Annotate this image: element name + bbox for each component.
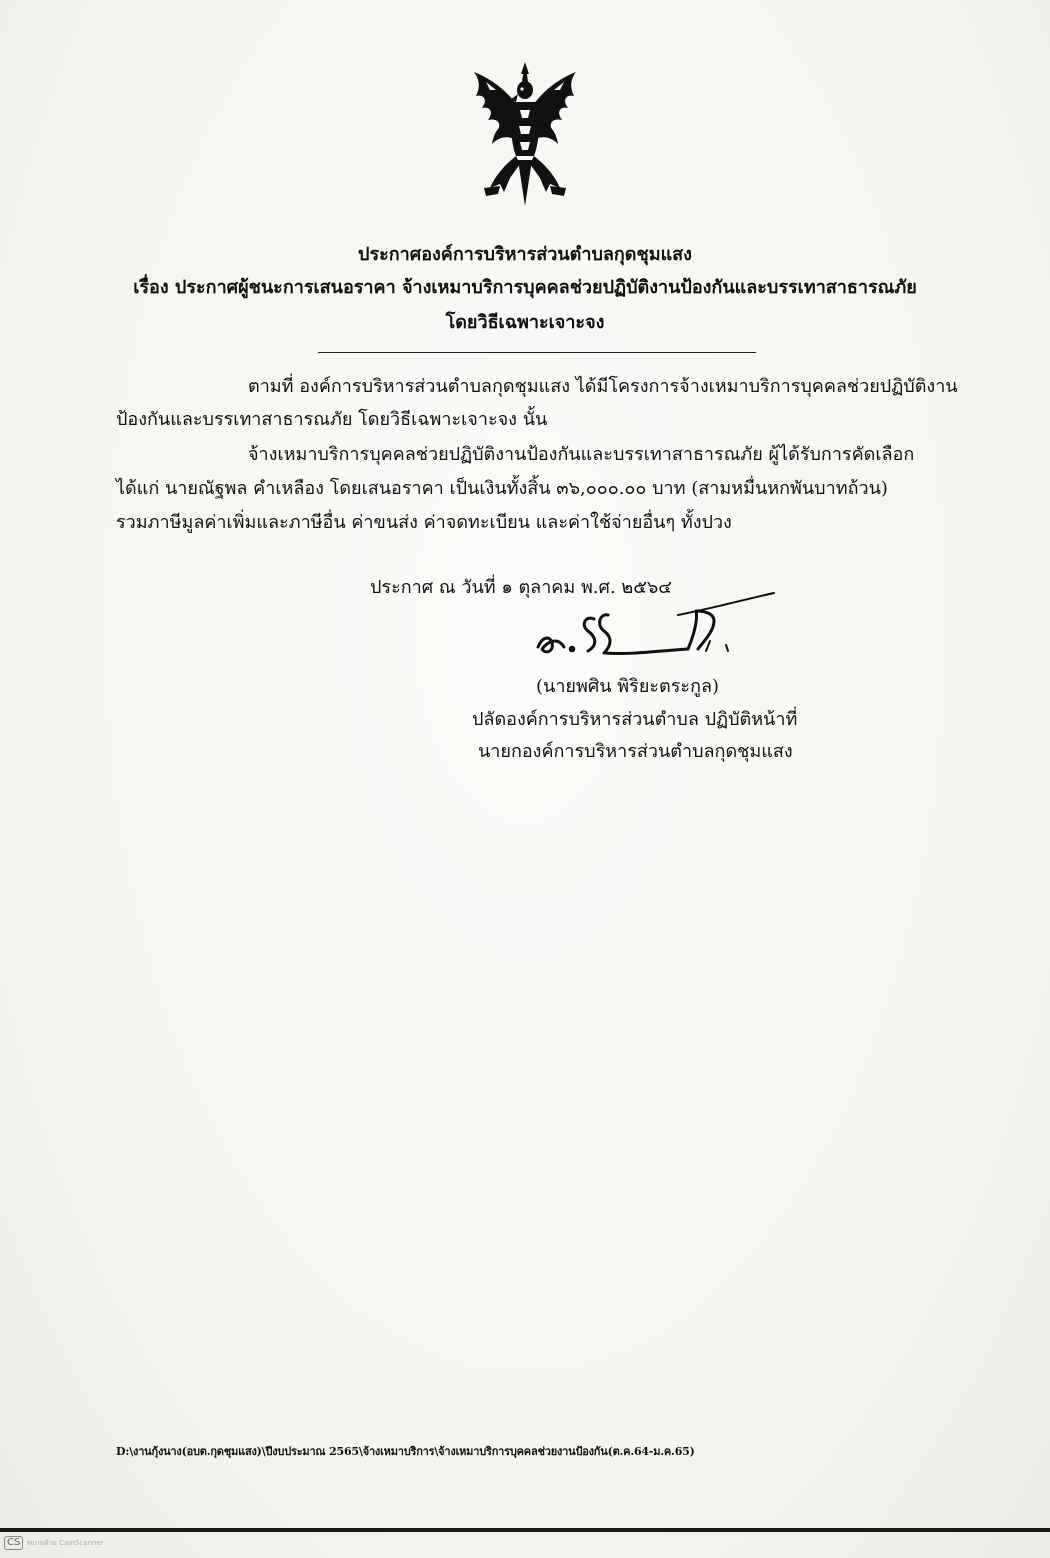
signer-position: ปลัดองค์การบริหารส่วนตำบล ปฏิบัติหน้าที่ — [472, 709, 798, 730]
scan-border — [0, 1528, 1050, 1532]
body-line: ป้องกันและบรรเทาสาธารณภัย โดยวิธีเฉพาะเจาะจง นั้น — [116, 409, 548, 430]
scanner-watermark-text: สแกนด้วย CamScanner — [26, 1538, 104, 1547]
body-line: จ้างเหมาบริการบุคคลช่วยปฏิบัติงานป้องกันและบรรเทาสาธารณภัย ผู้ได้รับการคัดเลือก — [248, 444, 915, 465]
signer-name: (นายพศิน พิริยะตระกูล) — [536, 676, 720, 697]
scanner-watermark — [4, 1536, 104, 1550]
file-path-footer: D:\งานกุ้งนาง(อบต.กุดชุมแสง)\ปีงบประมาณ 2565\จ้างเหมาบริการ\จ้างเหมาบริการบุคคลช่วยงานป้องกัน(ต.ค.64-ม.ค.65) — [116, 1445, 695, 1458]
header-subject: เรื่อง ประกาศผู้ชนะการเสนอราคา จ้างเหมาบริการบุคคลช่วยปฏิบัติงานป้องกันและบรรเทาสาธารณภัย — [133, 277, 917, 298]
announcement-date: ประกาศ ณ วันที่ ๑ ตุลาคม พ.ศ. ๒๕๖๔ — [370, 577, 672, 598]
signature-icon — [528, 585, 778, 665]
body-line: ตามที่ องค์การบริหารส่วนตำบลกุดชุมแสง ได้มีโครงการจ้างเหมาบริการบุคคลช่วยปฏิบัติงาน — [248, 376, 958, 397]
garuda-emblem-icon — [466, 60, 584, 210]
header-title: ประกาศองค์การบริหารส่วนตำบลกุดชุมแสง — [358, 244, 692, 265]
header-method: โดยวิธีเฉพาะเจาะจง — [445, 312, 605, 333]
camscanner-logo-icon: CS — [4, 1536, 23, 1550]
signer-position-acting: นายกองค์การบริหารส่วนตำบลกุดชุมแสง — [478, 741, 793, 762]
title-divider — [318, 352, 756, 353]
body-line: ได้แก่ นายณัฐพล คำเหลือง โดยเสนอราคา เป็นเงินทั้งสิ้น ๓๖,๐๐๐.๐๐ บาท (สามหมื่นหกพันบาทถ้วน) — [116, 478, 888, 499]
body-line: รวมภาษีมูลค่าเพิ่มและภาษีอื่น ค่าขนส่ง ค่าจดทะเบียน และค่าใช้จ่ายอื่นๆ ทั้งปวง — [116, 512, 732, 533]
